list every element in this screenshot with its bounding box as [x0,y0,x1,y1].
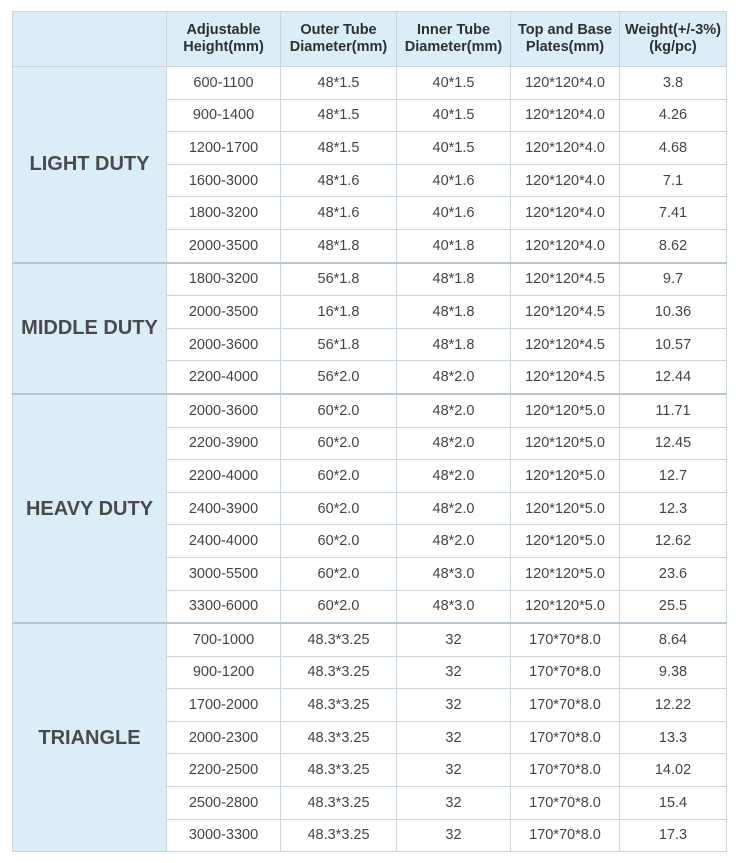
height-cell: 3000-3300 [167,819,281,852]
inner-tube-cell: 48*2.0 [397,427,511,460]
outer-tube-cell: 16*1.8 [281,296,397,329]
outer-tube-cell: 48.3*3.25 [281,787,397,820]
outer-tube-cell: 60*2.0 [281,394,397,427]
plates-cell: 120*120*5.0 [511,492,620,525]
inner-tube-cell: 48*2.0 [397,394,511,427]
outer-tube-cell: 48*1.5 [281,99,397,132]
weight-cell: 12.7 [620,460,727,493]
weight-cell: 13.3 [620,721,727,754]
height-cell: 900-1200 [167,656,281,689]
weight-cell: 9.7 [620,263,727,296]
inner-tube-cell: 40*1.6 [397,197,511,230]
inner-tube-cell: 40*1.5 [397,99,511,132]
outer-tube-cell: 60*2.0 [281,460,397,493]
height-cell: 900-1400 [167,99,281,132]
plates-cell: 120*120*5.0 [511,557,620,590]
inner-tube-cell: 48*3.0 [397,590,511,623]
inner-tube-cell: 32 [397,656,511,689]
outer-tube-cell: 48.3*3.25 [281,754,397,787]
plates-cell: 170*70*8.0 [511,819,620,852]
weight-cell: 25.5 [620,590,727,623]
inner-tube-cell: 48*2.0 [397,361,511,394]
height-cell: 3000-5500 [167,557,281,590]
plates-cell: 120*120*5.0 [511,525,620,558]
height-cell: 1200-1700 [167,132,281,165]
outer-tube-cell: 60*2.0 [281,557,397,590]
outer-tube-cell: 56*2.0 [281,361,397,394]
inner-tube-cell: 48*2.0 [397,525,511,558]
height-cell: 2000-3500 [167,229,281,262]
plates-cell: 120*120*4.5 [511,296,620,329]
plates-cell: 120*120*4.5 [511,263,620,296]
header-corner-cell [13,12,167,67]
table-row [13,394,727,427]
table-row [13,263,727,296]
height-cell: 2000-2300 [167,721,281,754]
plates-cell: 120*120*4.0 [511,132,620,165]
weight-cell: 12.3 [620,492,727,525]
weight-cell: 11.71 [620,394,727,427]
inner-tube-cell: 48*1.8 [397,328,511,361]
outer-tube-cell: 48*1.6 [281,164,397,197]
header-outer-tube-diameter: Outer Tube Diameter(mm) [281,12,397,67]
weight-cell: 4.68 [620,132,727,165]
plates-cell: 120*120*4.0 [511,99,620,132]
header-adjustable-height: Adjustable Height(mm) [167,12,281,67]
spec-table [12,11,727,852]
plates-cell: 120*120*4.0 [511,197,620,230]
height-cell: 2200-3900 [167,427,281,460]
weight-cell: 12.62 [620,525,727,558]
weight-cell: 7.41 [620,197,727,230]
group-label: HEAVY DUTY [13,394,167,623]
weight-cell: 10.57 [620,328,727,361]
weight-cell: 9.38 [620,656,727,689]
inner-tube-cell: 48*3.0 [397,557,511,590]
height-cell: 2200-4000 [167,361,281,394]
outer-tube-cell: 48.3*3.25 [281,721,397,754]
outer-tube-cell: 48.3*3.25 [281,656,397,689]
height-cell: 2500-2800 [167,787,281,820]
table-row [13,67,727,100]
inner-tube-cell: 48*2.0 [397,492,511,525]
weight-cell: 4.26 [620,99,727,132]
height-cell: 600-1100 [167,67,281,100]
height-cell: 2000-3600 [167,328,281,361]
inner-tube-cell: 40*1.5 [397,67,511,100]
inner-tube-cell: 32 [397,721,511,754]
outer-tube-cell: 60*2.0 [281,525,397,558]
outer-tube-cell: 48*1.5 [281,67,397,100]
outer-tube-cell: 48*1.6 [281,197,397,230]
height-cell: 1800-3200 [167,263,281,296]
outer-tube-cell: 48.3*3.25 [281,819,397,852]
inner-tube-cell: 40*1.5 [397,132,511,165]
outer-tube-cell: 56*1.8 [281,263,397,296]
weight-cell: 12.44 [620,361,727,394]
weight-cell: 3.8 [620,67,727,100]
inner-tube-cell: 32 [397,754,511,787]
group-label: MIDDLE DUTY [13,263,167,394]
weight-cell: 7.1 [620,164,727,197]
plates-cell: 120*120*5.0 [511,394,620,427]
header-top-base-plates: Top and Base Plates(mm) [511,12,620,67]
inner-tube-cell: 32 [397,689,511,722]
weight-cell: 23.6 [620,557,727,590]
outer-tube-cell: 48*1.5 [281,132,397,165]
weight-cell: 12.22 [620,689,727,722]
weight-cell: 12.45 [620,427,727,460]
plates-cell: 120*120*4.0 [511,164,620,197]
plates-cell: 170*70*8.0 [511,754,620,787]
outer-tube-cell: 56*1.8 [281,328,397,361]
outer-tube-cell: 60*2.0 [281,427,397,460]
height-cell: 2400-4000 [167,525,281,558]
outer-tube-cell: 60*2.0 [281,590,397,623]
plates-cell: 170*70*8.0 [511,656,620,689]
inner-tube-cell: 32 [397,819,511,852]
height-cell: 1600-3000 [167,164,281,197]
height-cell: 2200-2500 [167,754,281,787]
plates-cell: 120*120*5.0 [511,460,620,493]
weight-cell: 10.36 [620,296,727,329]
outer-tube-cell: 48*1.8 [281,229,397,262]
weight-cell: 17.3 [620,819,727,852]
inner-tube-cell: 32 [397,623,511,656]
table-body [13,67,727,852]
plates-cell: 170*70*8.0 [511,721,620,754]
weight-cell: 8.64 [620,623,727,656]
height-cell: 2000-3500 [167,296,281,329]
inner-tube-cell: 48*2.0 [397,460,511,493]
plates-cell: 170*70*8.0 [511,689,620,722]
height-cell: 2200-4000 [167,460,281,493]
table-row [13,623,727,656]
group-label: TRIANGLE [13,623,167,852]
plates-cell: 170*70*8.0 [511,787,620,820]
plates-cell: 120*120*4.0 [511,67,620,100]
header-inner-tube-diameter: Inner Tube Diameter(mm) [397,12,511,67]
weight-cell: 15.4 [620,787,727,820]
inner-tube-cell: 32 [397,787,511,820]
inner-tube-cell: 48*1.8 [397,263,511,296]
plates-cell: 170*70*8.0 [511,623,620,656]
inner-tube-cell: 48*1.8 [397,296,511,329]
outer-tube-cell: 48.3*3.25 [281,689,397,722]
inner-tube-cell: 40*1.6 [397,164,511,197]
plates-cell: 120*120*4.5 [511,328,620,361]
weight-cell: 8.62 [620,229,727,262]
height-cell: 2400-3900 [167,492,281,525]
outer-tube-cell: 48.3*3.25 [281,623,397,656]
weight-cell: 14.02 [620,754,727,787]
plates-cell: 120*120*4.0 [511,229,620,262]
height-cell: 2000-3600 [167,394,281,427]
plates-cell: 120*120*4.5 [511,361,620,394]
header-row [13,12,727,67]
plates-cell: 120*120*5.0 [511,590,620,623]
header-weight: Weight(+/-3%) (kg/pc) [620,12,727,67]
height-cell: 1800-3200 [167,197,281,230]
outer-tube-cell: 60*2.0 [281,492,397,525]
height-cell: 1700-2000 [167,689,281,722]
table-header [13,12,727,67]
inner-tube-cell: 40*1.8 [397,229,511,262]
plates-cell: 120*120*5.0 [511,427,620,460]
height-cell: 700-1000 [167,623,281,656]
group-label: LIGHT DUTY [13,67,167,263]
height-cell: 3300-6000 [167,590,281,623]
